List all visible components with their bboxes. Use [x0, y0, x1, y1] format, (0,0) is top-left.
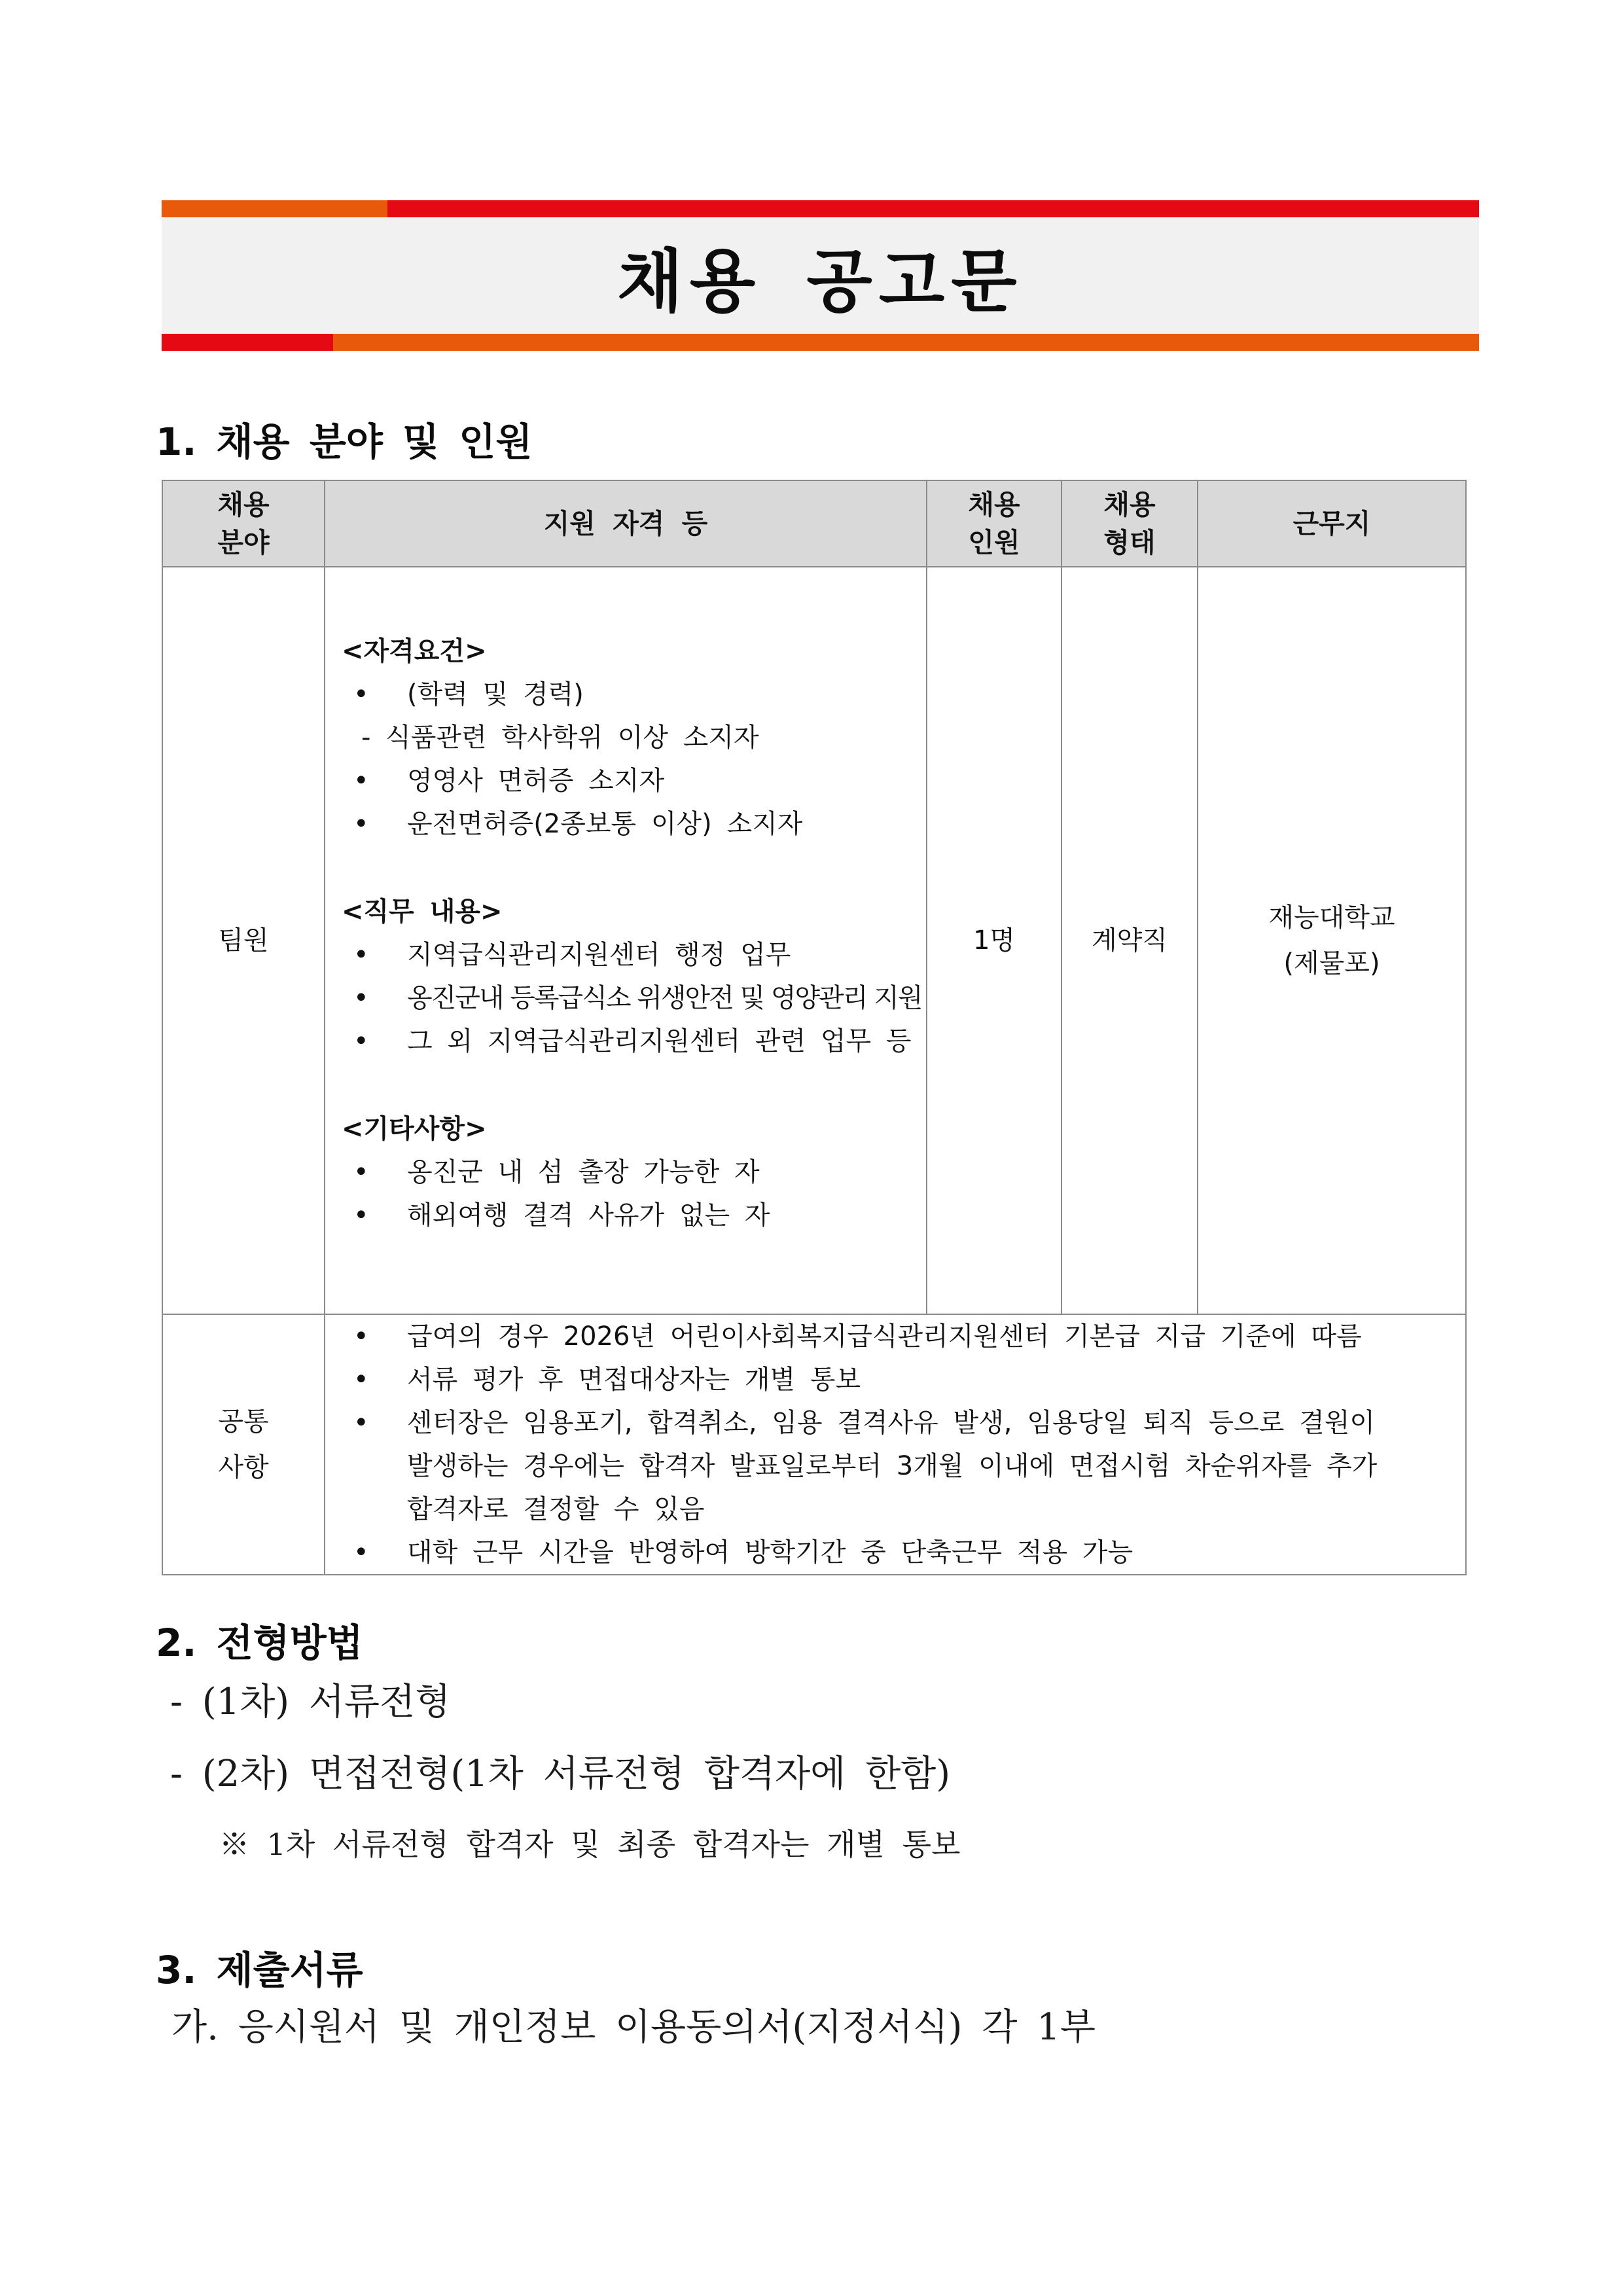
table-row-common [162, 1314, 1466, 1575]
selection-note: ※ 1차 서류전형 합격자 및 최종 합격자는 개별 통보 [219, 1827, 961, 1862]
common-item [325, 1401, 1465, 1531]
common-label-line1: 공통 [218, 1407, 269, 1437]
common-item [325, 1358, 1465, 1401]
header-quals: 지원 자격 등 [325, 480, 927, 567]
cell-count: 1명 [927, 567, 1061, 1314]
document-item-1: 가. 응시원서 및 개인정보 이용동의서(지정서식) 각 1부 [171, 2006, 1096, 2049]
common-item-line: • 급여의 경우 2026년 어린이사회복지급식관리지원센터 기본급 지급 기준에 따름 [407, 1321, 1362, 1352]
header-type [1061, 480, 1198, 567]
header-field [162, 480, 325, 567]
common-item-line: • 센터장은 임용포기, 합격취소, 임용 결격사유 발생, 임용당일 퇴직 등으로 결원이 [407, 1408, 1376, 1438]
common-item-line: • 서류 평가 후 면접대상자는 개별 통보 [407, 1365, 861, 1395]
banner-top-red [387, 200, 1479, 217]
section-heading-selection: 2. 전형방법 [156, 1621, 363, 1665]
banner-bottom-bar [162, 334, 1479, 351]
table-row [162, 567, 1466, 1314]
requirement-item: • (학력 및 경력) [342, 673, 926, 716]
cell-common-label [162, 1314, 325, 1575]
header-count-line2: 인원 [968, 527, 1020, 558]
requirement-item: • 영영사 면허증 소지자 [342, 759, 926, 802]
section-heading-recruitment: 1. 채용 분야 및 인원 [156, 420, 533, 464]
title-banner [162, 200, 1479, 351]
etc-title: <기타사항> [342, 1114, 487, 1144]
header-type-line1: 채용 [1103, 489, 1156, 520]
table-header-row [162, 480, 1466, 567]
selection-step-2: - (2차) 면접전형(1차 서류전형 합격자에 한함) [170, 1753, 951, 1795]
duty-item: • 그 외 지역급식관리지원센터 관련 업무 등 [342, 1020, 926, 1063]
common-item-line: • 대학 근무 시간을 반영하여 방학기간 중 단축근무 적용 가능 [407, 1537, 1133, 1568]
cell-place [1198, 567, 1466, 1314]
selection-step-1: - (1차) 서류전형 [170, 1681, 451, 1723]
page-title: 채용 공고문 [617, 242, 1024, 321]
requirements-title: <자격요건> [342, 636, 487, 666]
section-heading-documents: 3. 제출서류 [156, 1948, 363, 1992]
cell-type: 계약직 [1061, 567, 1198, 1314]
etc-item: • 옹진군 내 섬 출장 가능한 자 [342, 1151, 926, 1194]
place-line1: 재능대학교 [1268, 903, 1395, 933]
header-place: 근무지 [1198, 480, 1466, 567]
recruitment-table [162, 480, 1467, 1575]
header-count [927, 480, 1061, 567]
common-item [325, 1315, 1465, 1358]
banner-bottom-orange [333, 334, 1479, 351]
duty-item: • 옹진군내 등록급식소 위생안전 및 영양관리 지원 [342, 977, 926, 1020]
duties-title: <직무 내용> [342, 897, 503, 927]
cell-field: 팀원 [162, 567, 325, 1314]
banner-top-bar [162, 200, 1479, 217]
common-item [325, 1531, 1465, 1574]
requirement-item: • 운전면허증(2종보통 이상) 소지자 [342, 802, 926, 846]
place-line2: (제물포) [1283, 948, 1380, 978]
banner-bottom-red [162, 334, 333, 351]
header-field-line1: 채용 [217, 489, 270, 520]
common-label-line2: 사항 [218, 1452, 269, 1482]
common-item-line: 합격자로 결정할 수 있음 [407, 1494, 705, 1524]
duty-item: • 지역급식관리지원센터 행정 업무 [342, 933, 926, 977]
cell-common-items [325, 1314, 1466, 1575]
header-count-line1: 채용 [968, 489, 1020, 520]
header-field-line2: 분야 [217, 527, 270, 558]
banner-panel [162, 217, 1479, 334]
cell-qualifications [325, 567, 927, 1314]
requirement-subitem: - 식품관련 학사학위 이상 소지자 [361, 723, 759, 753]
banner-top-orange [162, 200, 387, 217]
common-item-line: 발생하는 경우에는 합격자 발표일로부터 3개월 이내에 면접시험 차순위자를 추가 [407, 1451, 1378, 1481]
header-type-line2: 형태 [1103, 527, 1156, 558]
etc-item: • 해외여행 결격 사유가 없는 자 [342, 1194, 926, 1237]
